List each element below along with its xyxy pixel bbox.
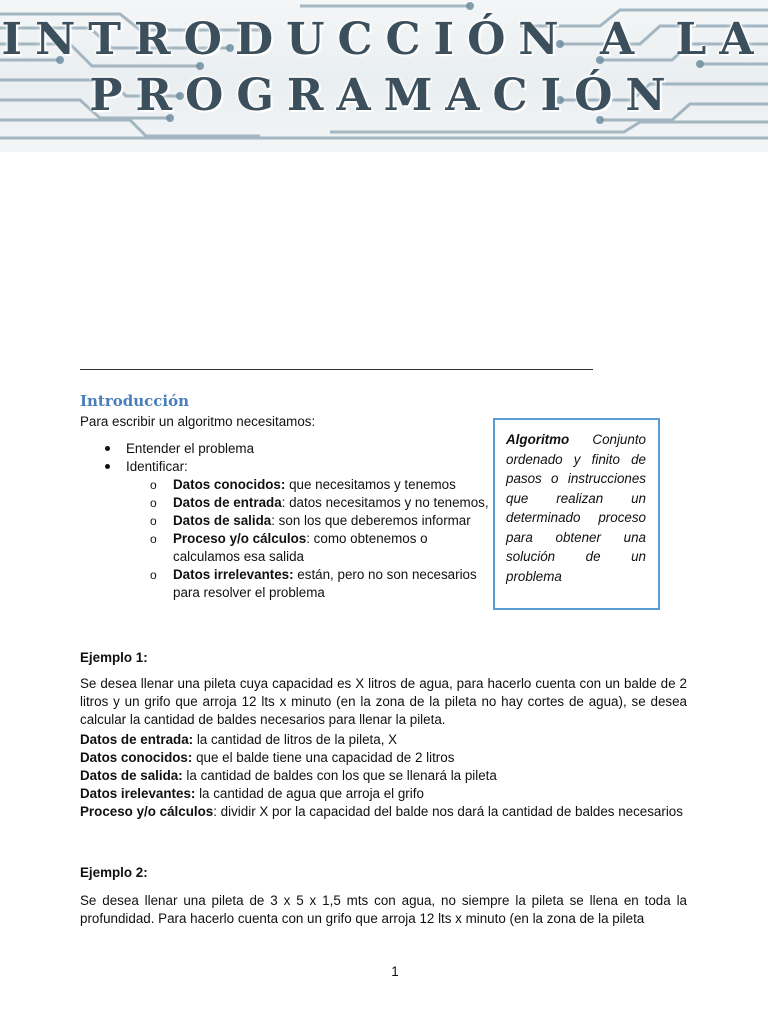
sublist-marker: o: [150, 514, 157, 528]
term-label: Datos de salida: [173, 513, 272, 528]
detail-term: Datos conocidos:: [80, 750, 193, 765]
detail-text: que el balde tiene una capacidad de 2 litros: [192, 750, 455, 765]
detail-text: : dividir X por la capacidad del balde nos dará la cantidad de baldes necesarios: [213, 804, 683, 819]
detail-term: Datos de salida:: [80, 768, 183, 783]
detail-line: [80, 749, 687, 767]
callout-term: Algoritmo: [506, 432, 570, 447]
sublist-marker: o: [150, 478, 157, 492]
detail-text: la cantidad de agua que arroja el grifo: [195, 786, 424, 801]
identify-sublist: [126, 476, 490, 602]
term-description: : datos necesitamos y no tenemos,: [281, 495, 489, 510]
list-item-text: Entender el problema: [126, 441, 255, 456]
detail-term: Datos irelevantes:: [80, 786, 196, 801]
sublist-item: [126, 494, 490, 512]
example-1-heading: Ejemplo 1:: [80, 650, 148, 665]
detail-text: la cantidad de litros de la pileta, X: [193, 732, 398, 747]
sublist-item: [126, 512, 490, 530]
detail-text: la cantidad de baldes con los que se llenará la pileta: [182, 768, 497, 783]
list-item: [80, 440, 490, 458]
document-title-line-1: INTRODUCCIÓN A LA: [1, 14, 767, 65]
example-1-details: [80, 731, 687, 821]
detail-line: [80, 803, 687, 821]
example-2-statement: Se desea llenar una pileta de 3 x 5 x 1,5 mts con agua, no siempre la pileta se llena en toda la profundidad. Para hacerlo cuenta con un grifo que arroja 12 lts x minuto (en la zona de la pileta: [80, 893, 687, 926]
detail-term: Proceso y/o cálculos: [80, 804, 214, 819]
sublist-marker: o: [150, 532, 157, 546]
sublist-item: [126, 530, 490, 566]
definition-callout: [493, 418, 660, 610]
horizontal-rule: [80, 369, 593, 370]
sublist-item: [126, 566, 490, 602]
detail-line: [80, 767, 687, 785]
sublist-marker: o: [150, 568, 157, 582]
term-label: Proceso y/o cálculos: [173, 531, 307, 546]
term-description: están, pero no son necesarios para resolver el problema: [173, 567, 477, 600]
intro-text: Para escribir un algoritmo necesitamos:: [80, 414, 316, 429]
section-heading: Introducción: [80, 392, 190, 410]
header-banner: [0, 0, 768, 152]
requirements-list: [80, 440, 490, 602]
term-description: : son los que deberemos informar: [271, 513, 471, 528]
list-item: [80, 458, 490, 602]
detail-term: Datos de entrada:: [80, 732, 194, 747]
term-label: Datos irrelevantes:: [173, 567, 294, 582]
example-2-heading: Ejemplo 2:: [80, 865, 148, 880]
sublist-item: [126, 476, 490, 494]
page-number: 1: [391, 964, 399, 979]
list-item-text: Identificar:: [126, 459, 188, 474]
term-description: : como obtenemos o calculamos esa salida: [173, 531, 428, 564]
term-label: Datos de entrada: [173, 495, 282, 510]
term-label: Datos conocidos:: [173, 477, 286, 492]
detail-line: [80, 785, 687, 803]
callout-definition: Conjunto ordenado y finito de pasos o instrucciones que realizan un determinado proceso para obtener una solución de un problema: [506, 432, 646, 584]
sublist-marker: o: [150, 496, 157, 510]
document-title-line-2: PROGRAMACIÓN: [89, 70, 679, 121]
document-title: [0, 12, 768, 124]
example-1-statement: Se desea llenar una pileta cuya capacidad es X litros de agua, para hacerlo cuenta con un balde de 2 litros y un grifo que arroja 12 lts x minuto (en la zona de la pileta no hay cortes de agua), se desea calcular la cantidad de baldes necesarios para llenar la pileta.: [80, 676, 687, 727]
term-description: que necesitamos y tenemos: [285, 477, 456, 492]
detail-line: [80, 731, 687, 749]
